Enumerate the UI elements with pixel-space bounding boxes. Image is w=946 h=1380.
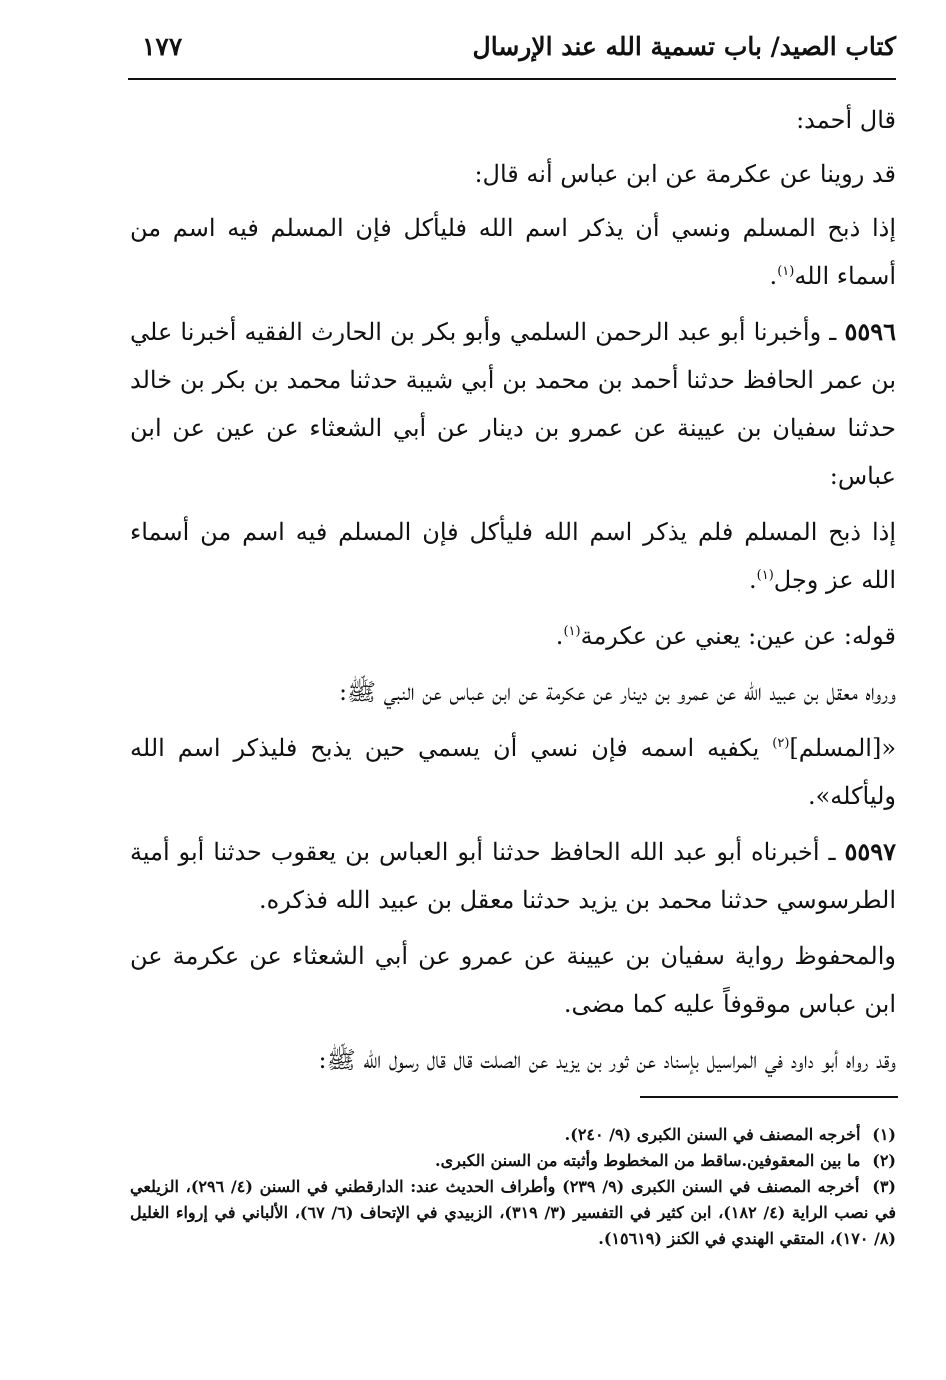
page-header [128,26,896,80]
paragraph-mahfuz: والمحفوظ رواية سفيان بن عيينة عن عمرو عن أبي الشعثاء عن عكرمة عن ابن عباس موقوفاً عليه كما مضى. [130,942,896,1018]
footnotes [130,1122,896,1252]
hadith-number: ٥٥٩٦ [844,317,896,346]
page-number: ١٧٧ [142,32,183,61]
running-title: كتاب الصيد/ باب تسمية الله عند الإرسال [472,32,896,61]
footnote-ref: (١) [756,568,774,583]
footnote-3: (٣) أخرجه المصنف في السنن الكبرى (٩/ ٢٣٩) وأطراف الحديث عند: الدارقطني في السنن (٤/ ٢٩٦)، الزيلعي في نصب الراية (٤/ ١٨٢)، ابن كثير في التفسير (٣/ ٣١٩)، الزبيدي في الإتحاف (٦/ ٦٧)، الألباني في إرواء الغليل (٨/ ١٧٠)، المتقي الهندي في الكنز (١٥٦١٩). [130,1177,897,1248]
paragraph-qala-ahmad: قال أحمد: [796,106,896,134]
footnote-ref: (١) [563,624,581,639]
paragraph-qawluhu: قوله: عن عين: يعني عن عكرمة$^{(١)}$. [555,622,896,650]
hadith-number: ٥٥٩٧ [844,837,896,866]
footnote-divider [640,1096,898,1098]
main-text [130,96,896,1090]
paragraph-riwaya: قد روينا عن عكرمة عن ابن عباس أنه قال: [474,160,896,188]
paragraph-hadith-5597: ٥٥٩٧ ـ أخبرناه أبو عبد الله الحافظ حدثنا أبو العباس بن يعقوب حدثنا أبو أمية الطرسوسي حدثنا محمد بن يزيد حدثنا معقل بن عبيد الله فذكره. [130,837,896,914]
paragraph-quote-2: إذا ذبح المسلم فلم يذكر اسم الله فليأكل فإن المسلم فيه اسم من أسماء الله عز وجل$^{(١)}$. [130,518,896,594]
footnote-1: (١) أخرجه المصنف في السنن الكبرى (٩/ ٢٤٠). [564,1125,896,1144]
footnote-ref: (١) [777,264,795,279]
footnote-2: (٢) ما بين المعقوفين.ساقط من المخطوط وأثبته من السنن الكبرى. [435,1151,896,1170]
paragraph-rawahu-maqil: ورواه معقل بن عبيد الله عن عمرو بن دينار عن عكرمة عن ابن عباس عن النبي ﷺ: [338,678,896,706]
paragraph-hadith-5596: ٥٥٩٦ ـ وأخبرنا أبو عبد الرحمن السلمي وأبو بكر بن الحارث الفقيه أخبرنا علي بن عمر الحافظ حدثنا أحمد بن محمد بن أبي شيبة حدثنا محمد بن بكر بن خالد حدثنا سفيان بن عيينة عن عمرو بن دينار عن أبي الشعثاء عن عين عن ابن عباس: [130,317,896,490]
paragraph-quote-3: «[المسلم]$^{(٢)}$ يكفيه اسمه فإن نسي أن يسمي حين يذبح فليذكر اسم الله وليأكله». [130,734,896,810]
paragraph-abu-dawud: وقد رواه أبو داود في المراسيل بإسناد عن ثور بن يزيد عن الصلت قال قال رسول الله ﷺ: [318,1046,896,1074]
footnote-ref: (٢) [772,736,790,751]
paragraph-quote-1: إذا ذبح المسلم ونسي أن يذكر اسم الله فليأكل فإن المسلم فيه اسم من أسماء الله$^{(١)}$. [130,214,896,290]
